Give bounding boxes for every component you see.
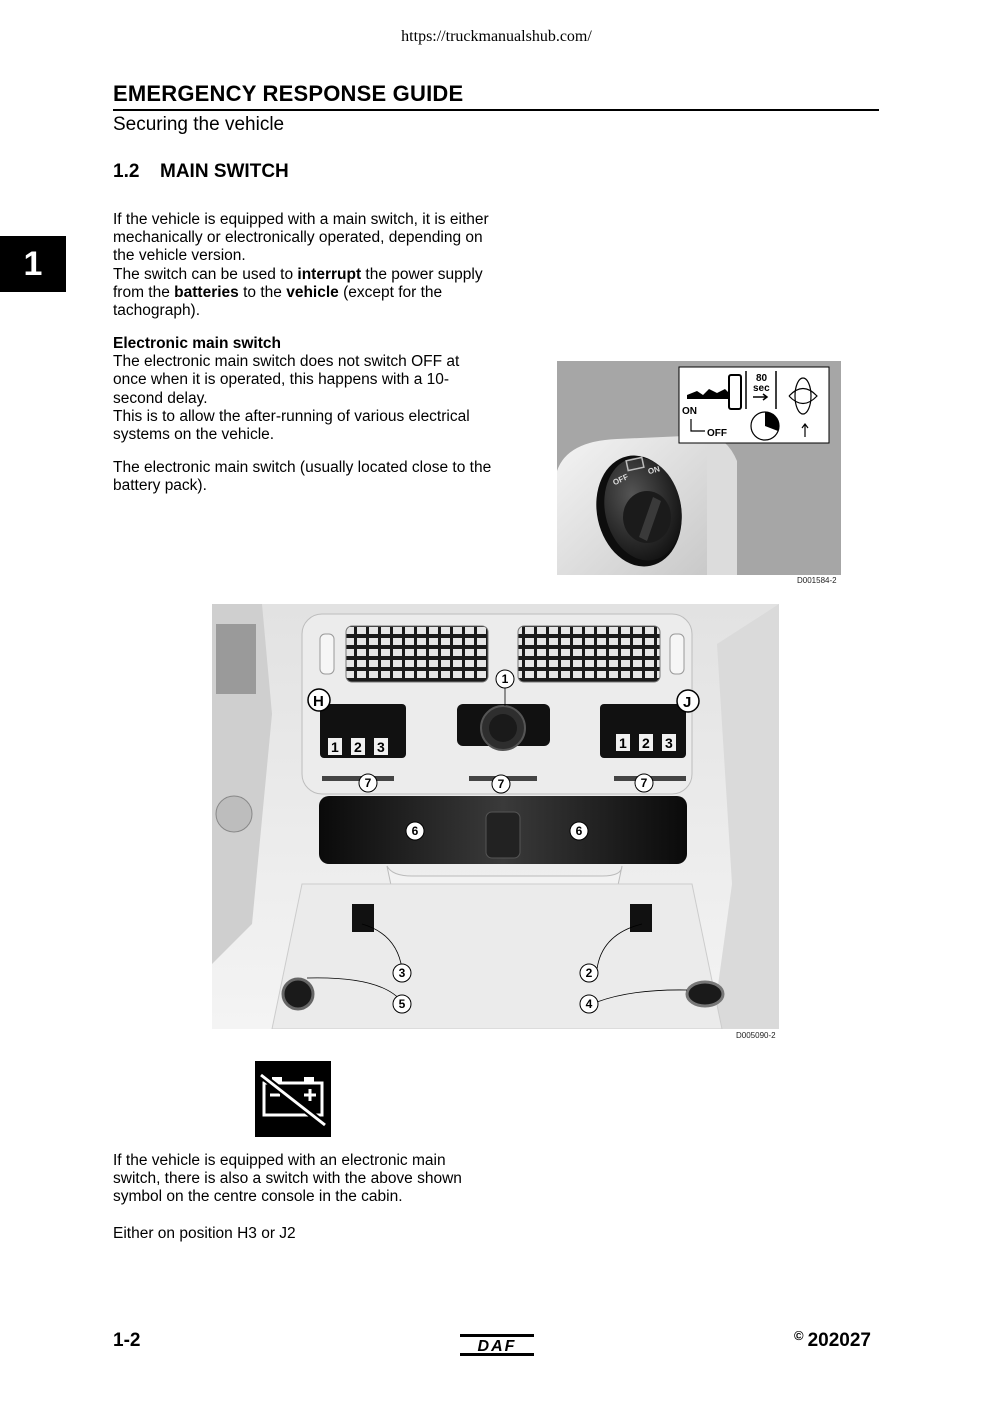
callout-3: 3	[398, 966, 406, 980]
closing-paragraph-2: Either on position H3 or J2	[113, 1224, 296, 1242]
callout-4: 4	[585, 997, 593, 1011]
source-url[interactable]: https://truckmanualshub.com/	[401, 28, 592, 45]
page-number: 1-2	[113, 1330, 141, 1351]
closing-text	[113, 1152, 493, 1243]
figure1-caption: D001584-2	[797, 576, 837, 585]
left-air-vent	[346, 626, 488, 682]
delay-value-label: 80	[756, 373, 768, 384]
callout-2: 2	[585, 966, 593, 980]
switch-h3-label: 3	[377, 739, 385, 755]
intro-text	[113, 211, 493, 320]
switch-h1-label: 1	[331, 739, 339, 755]
page-title: EMERGENCY RESPONSE GUIDE	[113, 81, 464, 106]
callout-7-centre: 7	[497, 777, 505, 791]
right-air-vent	[518, 626, 660, 682]
delay-unit-label: sec	[753, 383, 770, 394]
callout-6-left: 6	[411, 824, 419, 838]
title-rule	[113, 109, 879, 111]
switch-h2-label: 2	[354, 739, 362, 755]
battery-disconnect-icon	[255, 1061, 331, 1137]
intro-paragraph-2: The switch can be used to interrupt the power supply from the batteries to the vehicle (except for the tachograph).	[113, 265, 483, 320]
lighter-right	[687, 982, 723, 1006]
section-number: 1.2	[113, 161, 140, 182]
knob-on-label: ON	[646, 464, 661, 477]
closing-paragraph-1: If the vehicle is equipped with an electronic main switch, there is also a switch with the above shown symbol on the centre console in the cabin.	[113, 1152, 462, 1206]
electronic-paragraph-3: The electronic main switch (usually located close to the battery pack).	[113, 459, 492, 495]
plate-on-label: ON	[682, 406, 697, 417]
switch-j1-label: 1	[619, 735, 627, 751]
callout-5: 5	[398, 997, 406, 1011]
group-j-marker: J	[683, 694, 692, 711]
figure2-caption: D005090-2	[736, 1031, 776, 1040]
chapter-tab: 1	[0, 236, 66, 292]
switch-j2-label: 2	[642, 735, 650, 751]
callout-1: 1	[501, 672, 509, 686]
centre-console-illustration	[212, 604, 779, 1029]
daf-logo	[460, 1334, 534, 1356]
callout-7-left: 7	[364, 776, 372, 790]
electronic-switch-heading: Electronic main switch	[113, 335, 281, 352]
section-heading	[113, 161, 289, 183]
electronic-paragraph-1: The electronic main switch does not switch OFF at once when it is operated, this happens with a 10-second delay.	[113, 353, 460, 407]
callout-7-right: 7	[640, 776, 648, 790]
socket-right	[630, 904, 652, 932]
electronic-paragraph-2: This is to allow the after-running of various electrical systems on the vehicle.	[113, 407, 470, 444]
page-subtitle: Securing the vehicle	[113, 114, 285, 135]
section-title: MAIN SWITCH	[160, 161, 289, 182]
knob-off-label: OFF	[611, 472, 630, 488]
main-switch-illustration	[557, 361, 841, 575]
group-h-marker: H	[313, 693, 324, 710]
electronic-switch-text	[113, 335, 493, 496]
switch-j3-label: 3	[665, 735, 673, 751]
document-number: © 202027	[794, 1328, 871, 1351]
lighter-left	[283, 979, 313, 1009]
socket-left	[352, 904, 374, 932]
callout-6-right: 6	[575, 824, 583, 838]
daf-logo-text: DAF	[477, 1338, 517, 1355]
plate-off-label: OFF	[707, 428, 727, 439]
intro-paragraph-1: If the vehicle is equipped with a main switch, it is either mechanically or electronically operated, depending on the vehicle version.	[113, 211, 489, 265]
